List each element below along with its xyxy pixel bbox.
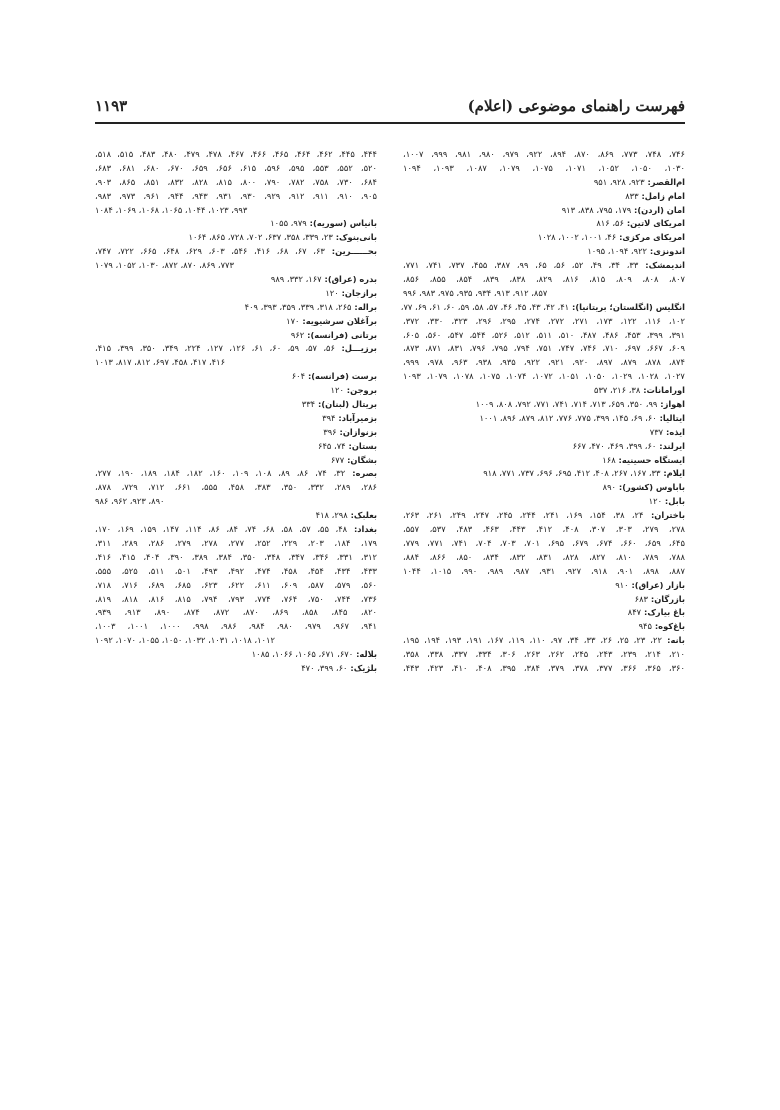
- page-header: [95, 92, 685, 120]
- index-continuation-line: [95, 537, 377, 551]
- index-term: ایذه:: [663, 426, 685, 437]
- index-continuation-line: [95, 190, 377, 204]
- index-term: باغ بیارک:: [641, 607, 685, 618]
- index-entry: [95, 454, 377, 468]
- page-references: ۸۷۴، ۸۷۸، ۸۷۹، ۸۹۷، ۹۲۰، ۹۲۱، ۹۲۲، ۹۳۵، ۹۳۸، ۹۶۳، ۹۷۸، ۹۹۹،: [403, 357, 685, 368]
- index-entry: [95, 301, 377, 315]
- index-continuation-line: [95, 176, 377, 190]
- index-entry: [95, 245, 377, 259]
- index-entry: [403, 593, 685, 607]
- page-references: ۵۶، ۵۷، ۵۹، ۶۰، ۶۱، ۱۲۶، ۱۲۷، ۲۲۴، ۳۴۹، ۳۵۰، ۳۹۹، ۴۱۵،: [95, 343, 335, 354]
- index-continuation-line: [403, 273, 685, 287]
- page-references: ۹۰۵، ۹۱۰، ۹۱۱، ۹۱۲، ۹۲۹، ۹۳۰، ۹۳۱، ۹۴۳، ۹۴۴، ۹۶۱، ۹۷۳، ۹۸۳،: [95, 190, 377, 201]
- index-entry: [403, 579, 685, 593]
- index-term: بابل:: [662, 496, 685, 507]
- page-references: ۲۸۶، ۲۸۹، ۳۳۲، ۳۵۰، ۳۸۳، ۴۵۸، ۵۵۵، ۶۶۱، ۷۱۲، ۷۲۹، ۸۷۸،: [95, 482, 377, 493]
- index-term: برازجان:: [338, 287, 377, 298]
- index-term: باغ‌کوه:: [651, 621, 685, 632]
- page-references: ۱۰۳۰، ۱۰۵۰، ۱۰۵۲، ۱۰۷۱، ۱۰۷۵، ۱۰۷۹، ۱۰۸۷، ۱۰۹۳، ۱۰۹۴: [403, 162, 685, 173]
- index-entry: [403, 606, 685, 620]
- index-term: امریکای لاتین:: [623, 218, 685, 229]
- index-continuation-line: [95, 606, 377, 620]
- index-term: بازرگان:: [647, 593, 685, 604]
- index-entry: [95, 467, 377, 481]
- page-references: ۸۸۷، ۸۹۸، ۹۰۱، ۹۱۸، ۹۲۷، ۹۳۱، ۹۸۷، ۹۸۹، ۹۹۰، ۱۰۱۵، ۱۰۴۴: [403, 565, 685, 576]
- page-references: ۱۰۲۷، ۱۰۲۸، ۱۰۲۹، ۱۰۵۰، ۱۰۵۱، ۱۰۷۲، ۱۰۷۴، ۱۰۷۵، ۱۰۷۸، ۱۰۷۹، ۱۰۹۳: [403, 371, 685, 382]
- page-number: ۱۱۹۳: [95, 97, 128, 115]
- page-references: ۶۳، ۶۷، ۶۸، ۴۱۶، ۵۴۶، ۶۰۳، ۶۲۹، ۶۴۸، ۶۶۵، ۷۲۲، ۷۴۷،: [95, 246, 325, 257]
- index-term: باباوس (کشور):: [616, 482, 685, 493]
- index-term: بانه:: [661, 635, 685, 646]
- index-entry: [403, 176, 685, 190]
- page-references: ۹۴۱، ۹۶۷، ۹۷۹، ۹۸۰، ۹۸۴، ۹۸۶، ۹۹۸، ۱۰۰۰، ۱۰۰۱، ۱۰۰۳،: [95, 621, 377, 632]
- page-references: ۱۲۰: [648, 496, 663, 507]
- page-references: ۴۴۴، ۴۴۵، ۴۶۲، ۴۶۴، ۴۶۵، ۴۶۶، ۴۶۷، ۴۷۸، ۴۷۹، ۴۸۰، ۴۸۳، ۵۱۵، ۵۱۸،: [95, 149, 377, 159]
- index-term: بانیاس (سوریه):: [306, 218, 377, 229]
- index-entry: [95, 342, 377, 356]
- page-references: ۵۲۰، ۵۵۲، ۵۵۳، ۵۹۵، ۵۹۶، ۶۱۵، ۶۵۶، ۶۵۹، ۶۷۰، ۶۸۰، ۶۸۱، ۶۸۳،: [95, 162, 377, 173]
- page-references: ۱۷۹، ۱۸۴، ۲۰۳، ۲۲۹، ۲۵۲، ۲۷۷، ۲۷۸، ۲۷۹، ۲۸۶، ۲۸۹، ۳۱۱،: [95, 537, 377, 548]
- index-term: بعلبک:: [347, 510, 377, 521]
- page-references: ۴۳۳، ۴۳۴، ۴۵۴، ۴۵۸، ۴۷۴، ۴۹۲، ۴۹۳، ۵۰۱، ۵۱۱، ۵۲۵، ۵۵۵،: [95, 565, 377, 576]
- index-term: بریتال (لبنان):: [315, 399, 377, 410]
- index-entry: [95, 440, 377, 454]
- index-entry: [403, 412, 685, 426]
- index-entry: [403, 495, 685, 509]
- page-references: ۳۸، ۲۱۶، ۵۳۷: [594, 385, 641, 396]
- index-term: بلژیک:: [347, 662, 377, 673]
- page-references: ۲۱۰، ۲۱۴، ۲۳۹، ۲۴۳، ۲۴۵، ۲۶۲، ۲۶۳، ۳۰۶، ۳۳۴، ۳۳۷، ۳۳۸، ۳۵۸،: [403, 649, 685, 660]
- page-references: ۹۹، ۳۵۰، ۶۵۹، ۷۱۳، ۷۱۴، ۷۴۱، ۷۷۱، ۷۹۲، ۸۰۸، ۱۰۰۹: [475, 399, 658, 410]
- page-references: ۱۷۹، ۷۹۵، ۸۳۸، ۹۱۳: [561, 204, 632, 215]
- index-continuation-line: [95, 593, 377, 607]
- index-continuation-line: [403, 565, 685, 579]
- index-term: بستان:: [345, 440, 377, 451]
- index-term: بزنوازان:: [336, 426, 377, 437]
- index-entry: [95, 370, 377, 384]
- index-term: بازار (عراق):: [628, 579, 685, 590]
- index-entry: [95, 662, 377, 676]
- page-references: ۸۴۷: [627, 607, 642, 618]
- index-term: انگلیس (انگلستان؛ بریتانیا):: [569, 301, 685, 312]
- index-term: بشگان:: [344, 454, 377, 465]
- page-references: ۳۳۴: [301, 399, 316, 410]
- index-term: اندونزی:: [647, 246, 685, 257]
- index-continuation-line: [403, 342, 685, 356]
- index-continuation-line: [95, 579, 377, 593]
- page-references: ۶۷۰، ۶۷۱، ۱۰۶۵، ۱۰۶۶، ۱۰۸۵: [251, 649, 354, 660]
- page-references: ۱۲۰: [330, 385, 344, 396]
- index-entry: [95, 509, 377, 523]
- page-references: ۱۶۷، ۳۳۲، ۹۸۹: [270, 274, 322, 285]
- page-references: ۱۲۰: [325, 287, 339, 298]
- page-references: ۲۶۵، ۳۱۸، ۳۳۹، ۳۵۹، ۳۹۳، ۴۰۹: [244, 301, 352, 312]
- index-continuation-line: [95, 259, 377, 273]
- index-entry: [403, 467, 685, 481]
- index-entry: [95, 273, 377, 287]
- index-term: بانی‌بنوک:: [332, 232, 377, 243]
- index-entry: [403, 634, 685, 648]
- page-references: ۹۶۲: [290, 329, 305, 340]
- page-references: ۲۴، ۳۸، ۱۵۴، ۱۶۹، ۲۴۱، ۲۴۴، ۲۴۵، ۲۴۷، ۲۴۹، ۲۶۱، ۲۶۳،: [403, 510, 644, 521]
- index-entry: [403, 440, 685, 454]
- header-rule: [95, 122, 685, 124]
- index-continuation-line: [403, 356, 685, 370]
- index-term: بزمیرآباد:: [335, 412, 377, 423]
- index-term: بدره (عراق):: [321, 274, 377, 285]
- index-continuation-line: [403, 315, 685, 329]
- page-references: ۳۳، ۳۴، ۴۹، ۵۲، ۵۶، ۶۵، ۹۹، ۳۸۷، ۴۵۵، ۷۳۷، ۷۴۱، ۷۷۱،: [403, 260, 639, 271]
- page-references: ۳۶۰، ۳۶۵، ۳۶۶، ۳۷۷، ۳۷۸، ۳۷۹، ۳۸۴، ۳۹۵، ۴۰۸، ۴۱۰، ۴۲۳، ۴۴۳،: [403, 662, 685, 673]
- page-references: ۶۰، ۳۹۹، ۴۶۹، ۴۷۰، ۶۶۷: [572, 440, 657, 451]
- index-continuation-line: [403, 329, 685, 343]
- page-references: ۲۹۸، ۴۱۸: [315, 510, 348, 521]
- index-columns: [95, 148, 685, 1050]
- page-references: ۹۲۳، ۹۲۸، ۹۵۱: [593, 176, 645, 187]
- page-references: ۷۴۶، ۷۴۸، ۷۷۳، ۸۶۹، ۸۷۰، ۸۹۴، ۹۲۲، ۹۷۹، ۹۸۰، ۹۸۱، ۹۹۹، ۱۰۰۷،: [403, 149, 685, 159]
- index-entry: [403, 454, 685, 468]
- index-continuation-line: [95, 162, 377, 176]
- index-continuation-line: [95, 148, 377, 162]
- page-references: ۹۲۲، ۱۰۹۴، ۱۰۹۵: [587, 246, 647, 257]
- page-references: ۶۷۷: [330, 454, 345, 465]
- page-references: ۶۰، ۶۹، ۱۴۵، ۳۹۹، ۷۷۵، ۷۷۶، ۸۱۲، ۸۷۹، ۸۹۶، ۱۰۰۱: [479, 412, 657, 423]
- index-column-left: [95, 148, 377, 1050]
- index-continuation-line: [403, 370, 685, 384]
- index-entry: [403, 620, 685, 634]
- index-term: امام زامل:: [638, 190, 685, 201]
- index-entry: [95, 412, 377, 426]
- index-term: ایلام:: [660, 468, 685, 479]
- page-references: ۳۹۱، ۳۹۹، ۴۵۳، ۴۸۶، ۴۸۷، ۵۱۰، ۵۱۱، ۵۱۲، ۵۲۶، ۵۴۴، ۵۴۷، ۵۶۰، ۶۰۵،: [403, 329, 685, 340]
- index-continuation-line: [95, 481, 377, 495]
- index-continuation-line: [95, 620, 377, 634]
- index-continuation-line: [403, 523, 685, 537]
- index-entry: [403, 231, 685, 245]
- index-term: ام‌القصر:: [644, 176, 685, 187]
- index-entry: [403, 217, 685, 231]
- page-references: ۷۳۷: [649, 426, 664, 437]
- index-term: برزیـــل:: [334, 343, 377, 354]
- index-continuation-line: [95, 356, 377, 370]
- page-references: ۱۰۱۲، ۱۰۱۸، ۱۰۳۱، ۱۰۳۲، ۱۰۵۰، ۱۰۵۵، ۱۰۷۰، ۱۰۹۲: [95, 635, 275, 646]
- index-entry: [95, 329, 377, 343]
- index-continuation-line: [95, 565, 377, 579]
- page-references: ۳۹۶: [323, 426, 337, 437]
- page-references: ۸۵۷، ۹۱۲، ۹۱۳، ۹۳۴، ۹۳۵، ۹۷۵، ۹۸۳، ۹۹۶: [403, 287, 548, 298]
- page-references: ۷۴، ۶۴۵: [318, 440, 346, 451]
- page-references: ۳۹۴: [322, 412, 336, 423]
- index-entry: [403, 509, 685, 523]
- index-entry: [403, 245, 685, 259]
- index-term: برست (فرانسه):: [305, 371, 377, 382]
- index-term: اهواز:: [657, 399, 685, 410]
- page-references: ۶۸۴، ۷۳۰، ۷۵۸، ۷۸۲، ۷۹۰، ۸۰۰، ۸۱۵، ۸۲۸، ۸۳۲، ۸۵۱، ۸۶۵، ۹۰۳،: [95, 176, 377, 187]
- index-continuation-line: [403, 162, 685, 176]
- index-term: ایستگاه حسینیه:: [615, 454, 685, 465]
- index-continuation-line: [403, 648, 685, 662]
- index-continuation-line: [95, 551, 377, 565]
- page-references: ۵۶، ۸۱۶: [596, 218, 624, 229]
- page-references: ۵۶۰، ۵۷۹، ۵۸۷، ۶۰۹، ۶۱۱، ۶۲۲، ۶۲۳، ۶۸۵، ۶۸۹، ۷۱۶، ۷۱۸،: [95, 579, 377, 590]
- index-continuation-line: [403, 148, 685, 162]
- page-references: ۷۷۳، ۸۶۹، ۸۷۰، ۸۷۲، ۱۰۳۰، ۱۰۵۲، ۱۰۷۹: [95, 260, 234, 271]
- index-term: اندیمشک:: [638, 260, 685, 271]
- index-term: بصره:: [345, 468, 377, 479]
- page-references: ۹۱۰: [615, 579, 629, 590]
- index-continuation-line: [95, 495, 377, 509]
- page-references: ۱۶۸: [602, 454, 616, 465]
- page-references: ۱۰۲، ۱۱۶، ۱۲۲، ۱۷۳، ۲۷۱، ۲۷۲، ۲۷۴، ۲۹۵، ۲۹۶، ۳۲۳، ۳۳۰، ۳۷۲،: [403, 315, 685, 326]
- page-references: ۸۲۰، ۸۴۵، ۸۵۸، ۸۶۹، ۸۷۰، ۸۷۲، ۸۷۴، ۸۹۰، ۹۱۳، ۹۳۹،: [95, 607, 377, 618]
- index-entry: [403, 398, 685, 412]
- page-references: ۶۰، ۳۹۹، ۴۷۰: [301, 662, 348, 673]
- page-references: ۷۳۶، ۷۴۴، ۷۵۰، ۷۶۴، ۷۷۴، ۷۹۳، ۷۹۴، ۸۱۵، ۸۱۶، ۸۱۸، ۸۱۹،: [95, 593, 377, 604]
- page-references: ۴۶، ۱۰۰۱، ۱۰۰۲، ۱۰۲۸: [537, 232, 617, 243]
- index-entry: [95, 231, 377, 245]
- page-references: ۴۱، ۴۲، ۴۳، ۴۵، ۴۶، ۵۷، ۵۸، ۵۹، ۶۰، ۶۱، ۶۹، ۷۷،: [400, 301, 570, 312]
- index-term: بروجن:: [343, 385, 377, 396]
- index-term: ایتالیا:: [656, 412, 685, 423]
- page-references: ۳۲، ۷۴، ۸۶، ۸۹، ۱۰۸، ۱۰۹، ۱۶۰، ۱۸۲، ۱۸۴، ۱۸۹، ۱۹۰، ۲۷۷،: [95, 468, 346, 479]
- index-entry: [403, 259, 685, 273]
- page-references: ۴۸، ۵۵، ۵۷، ۵۸، ۶۸، ۷۴، ۸۴، ۸۶، ۱۱۴، ۱۴۷، ۱۵۹، ۱۶۹، ۱۷۰،: [95, 524, 348, 535]
- index-term: براله:: [351, 301, 377, 312]
- page-references: ۸۰۷، ۸۰۸، ۸۰۹، ۸۱۵، ۸۱۶، ۸۲۹، ۸۳۸، ۸۳۹، ۸۵۴، ۸۵۵، ۸۵۶،: [403, 274, 685, 285]
- index-entry: [95, 398, 377, 412]
- index-continuation-line: [403, 287, 685, 301]
- page-references: ۳۱۲، ۳۳۱، ۳۴۶، ۳۴۷، ۳۴۸، ۳۵۰، ۳۸۴، ۳۸۹، ۳۹۰، ۴۰۴، ۴۱۵، ۴۱۶،: [95, 551, 377, 562]
- index-entry: [403, 481, 685, 495]
- page-references: ۶۰۴: [291, 371, 306, 382]
- index-term: برآغلان سرشیویه:: [299, 315, 377, 326]
- index-entry: [95, 648, 377, 662]
- page-references: ۶۸۳: [634, 593, 648, 604]
- page-references: ۴۱۶، ۴۱۷، ۴۵۸، ۶۹۷، ۸۱۲، ۸۱۷، ۱۰۱۳: [95, 357, 226, 368]
- page-references: ۲۲، ۲۳، ۲۵، ۲۶، ۳۳، ۳۴، ۹۷، ۱۱۰، ۱۱۹، ۱۶۷، ۱۹۱، ۱۹۳، ۱۹۴، ۱۹۵،: [403, 635, 662, 646]
- page-references: ۶۴۵، ۶۵۹، ۶۶۰، ۶۷۴، ۶۷۹، ۶۹۵، ۷۰۱، ۷۰۳، ۷۰۴، ۷۴۱، ۷۷۱، ۷۷۹،: [403, 537, 685, 548]
- page-references: ۸۹۰: [602, 482, 616, 493]
- index-entry: [95, 315, 377, 329]
- page-references: ۹۹۳، ۱۰۲۳، ۱۰۴۴، ۱۰۶۵، ۱۰۶۸، ۱۰۶۹، ۱۰۸۴: [95, 204, 248, 215]
- page-references: ۳۳، ۱۶۷، ۲۶۷، ۴۰۸، ۴۱۲، ۶۹۵، ۶۹۶، ۷۳۷، ۷۷۱، ۹۱۸: [483, 468, 661, 479]
- index-entry: [400, 301, 685, 315]
- index-entry: [403, 384, 685, 398]
- page-references: ۲۳، ۳۳۹، ۳۵۸، ۶۳۷، ۷۰۲، ۷۲۸، ۸۶۵، ۱۰۶۴: [188, 232, 333, 243]
- index-term: اورامانات:: [640, 385, 685, 396]
- index-continuation-line: [95, 204, 377, 218]
- index-entry: [403, 426, 685, 440]
- page-references: ۷۸۸، ۷۸۹، ۸۱۰، ۸۲۷، ۸۲۸، ۸۳۱، ۸۳۲، ۸۳۴، ۸۵۰، ۸۶۶، ۸۸۴،: [403, 551, 685, 562]
- index-continuation-line: [403, 551, 685, 565]
- page-references: ۹۷۹، ۱۰۵۵: [270, 218, 307, 229]
- index-entry: [95, 217, 377, 231]
- index-entry: [95, 384, 377, 398]
- index-continuation-line: [95, 634, 377, 648]
- index-entry: [403, 204, 685, 218]
- index-entry: [95, 426, 377, 440]
- page-references: ۱۷۰: [286, 315, 300, 326]
- index-term: امریکای مرکزی:: [616, 232, 685, 243]
- page-references: ۸۹۰، ۹۲۳، ۹۶۲، ۹۸۶: [95, 496, 165, 507]
- index-entry: [95, 287, 377, 301]
- index-term: بغداد:: [347, 524, 377, 535]
- index-term: امان (اردن):: [631, 204, 685, 215]
- index-term: برتانی (فرانسه):: [304, 329, 377, 340]
- index-entry: [95, 523, 377, 537]
- index-continuation-line: [403, 662, 685, 676]
- index-term: ایرلند:: [656, 440, 685, 451]
- index-term: باختران:: [643, 510, 685, 521]
- page-references: ۲۷۸، ۲۷۹، ۳۰۳، ۳۰۷، ۴۰۸، ۴۱۲، ۴۴۳، ۴۶۳، ۴۸۳، ۵۳۷، ۵۵۷،: [403, 524, 685, 535]
- index-entry: [403, 190, 685, 204]
- index-term: بحــــــرین:: [324, 246, 377, 257]
- running-title: فهرست راهنمای موضوعی (اعلام): [467, 97, 685, 115]
- index-continuation-line: [403, 537, 685, 551]
- page-references: ۸۳۳: [625, 190, 639, 201]
- page-references: ۶۰۹، ۶۶۷، ۶۹۷، ۷۱۰، ۷۴۶، ۷۴۷، ۷۵۱، ۷۹۴، ۷۹۵، ۷۹۶، ۸۳۱، ۸۷۱، ۸۷۳،: [403, 343, 685, 354]
- index-term: بلاله:: [353, 649, 377, 660]
- page-references: ۹۴۵: [638, 621, 652, 632]
- index-column-right: [400, 148, 685, 1050]
